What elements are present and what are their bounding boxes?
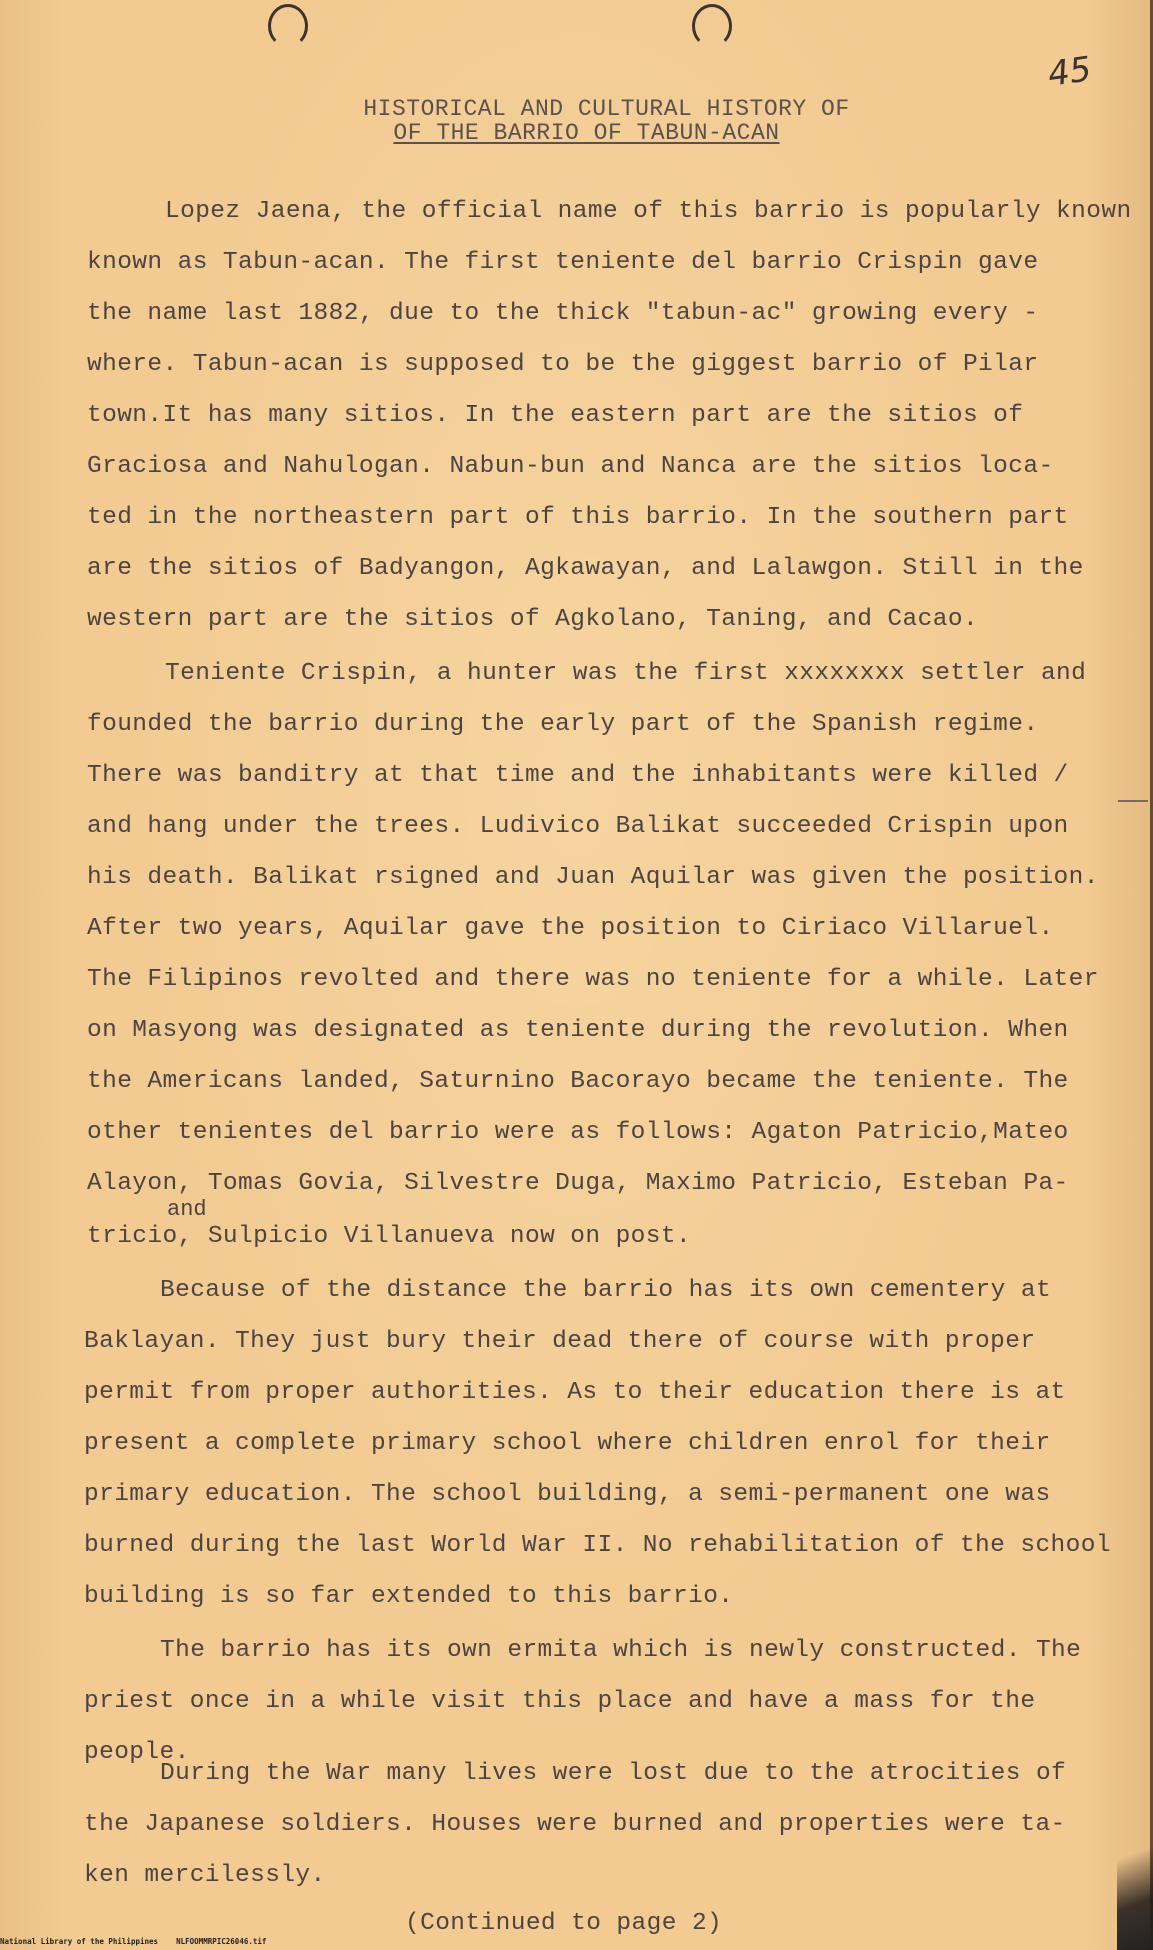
- text-line-8: are the sitios of Badyangon, Agkawayan, and Lalawgon. Still in the: [87, 555, 1084, 582]
- text-line-2: known as Tabun-acan. The first teniente del barrio Crispin gave: [87, 249, 1039, 276]
- text-line-14: his death. Balikat rsigned and Juan Aquilar was given the position.: [87, 864, 1099, 891]
- interlinear-insertion: and: [167, 1197, 207, 1222]
- text-line-19: other tenientes del barrio were as follows: Agaton Patricio,Mateo: [87, 1119, 1069, 1146]
- text-line-25: present a complete primary school where children enrol for their: [84, 1430, 1051, 1457]
- text-line-15: After two years, Aquilar gave the position to Ciriaco Villaruel.: [87, 915, 1054, 942]
- text-line-7: ted in the northeastern part of this barrio. In the southern part: [87, 504, 1069, 531]
- text-line-33: the Japanese soldiers. Houses were burned and properties were ta-: [84, 1811, 1066, 1838]
- text-line-4: where. Tabun-acan is supposed to be the giggest barrio of Pilar: [87, 351, 1039, 378]
- punch-hole-right: [692, 4, 732, 48]
- text-line-12: There was banditry at that time and the inhabitants were killed /: [87, 762, 1069, 789]
- handwritten-page-number: 45: [1045, 49, 1094, 95]
- text-line-16: The Filipinos revolted and there was no teniente for a while. Later: [87, 966, 1099, 993]
- document-title-line-1: HISTORICAL AND CULTURAL HISTORY OF: [363, 96, 850, 122]
- text-line-3: the name last 1882, due to the thick "tabun-ac" growing every -: [87, 300, 1039, 327]
- scan-credit: National Library of the Philippines NLFOOMMRPIC26046.tif: [0, 1937, 267, 1946]
- text-line-24: permit from proper authorities. As to their education there is at: [84, 1379, 1066, 1406]
- text-line-34: ken mercilessly.: [84, 1862, 326, 1889]
- text-line-30: priest once in a while visit this place and have a mass for the: [84, 1688, 1036, 1715]
- text-line-22: Because of the distance the barrio has its own cementery at: [160, 1277, 1052, 1304]
- text-line-29: The barrio has its own ermita which is newly constructed. The: [160, 1637, 1082, 1664]
- text-line-13: and hang under the trees. Ludivico Balikat succeeded Crispin upon: [87, 813, 1069, 840]
- text-line-31: people.: [84, 1739, 190, 1766]
- punch-hole-left: [268, 4, 308, 48]
- text-line-5: town.It has many sitios. In the eastern part are the sitios of: [87, 402, 1024, 429]
- text-line-20: Alayon, Tomas Govia, Silvestre Duga, Maximo Patricio, Esteban Pa-: [87, 1170, 1069, 1197]
- text-line-21: tricio, Sulpicio Villanueva now on post.: [87, 1223, 692, 1250]
- text-line-23: Baklayan. They just bury their dead there of course with proper: [84, 1328, 1036, 1355]
- text-line-27: burned during the last World War II. No rehabilitation of the school: [84, 1532, 1111, 1559]
- text-line-10: Teniente Crispin, a hunter was the first xxxxxxxx settler and: [165, 660, 1087, 687]
- text-line-17: on Masyong was designated as teniente during the revolution. When: [87, 1017, 1069, 1044]
- text-line-32: During the War many lives were lost due to the atrocities of: [160, 1760, 1067, 1787]
- text-line-1: Lopez Jaena, the official name of this barrio is popularly known: [165, 198, 1132, 225]
- text-line-26: primary education. The school building, a semi-permanent one was: [84, 1481, 1051, 1508]
- document-title-line-2: OF THE BARRIO OF TABUN-ACAN: [393, 120, 780, 146]
- text-line-18: the Americans landed, Saturnino Bacorayo became the teniente. The: [87, 1068, 1069, 1095]
- text-line-6: Graciosa and Nahulogan. Nabun-bun and Nanca are the sitios loca-: [87, 453, 1054, 480]
- page-corner-shadow: [1117, 1790, 1153, 1950]
- text-line-11: founded the barrio during the early part of the Spanish regime.: [87, 711, 1039, 738]
- text-line-28: building is so far extended to this barrio.: [84, 1583, 734, 1610]
- text-line-9: western part are the sitios of Agkolano, Taning, and Cacao.: [87, 606, 979, 633]
- continuation-note: (Continued to page 2): [405, 1910, 723, 1937]
- margin-mark: [1118, 800, 1148, 802]
